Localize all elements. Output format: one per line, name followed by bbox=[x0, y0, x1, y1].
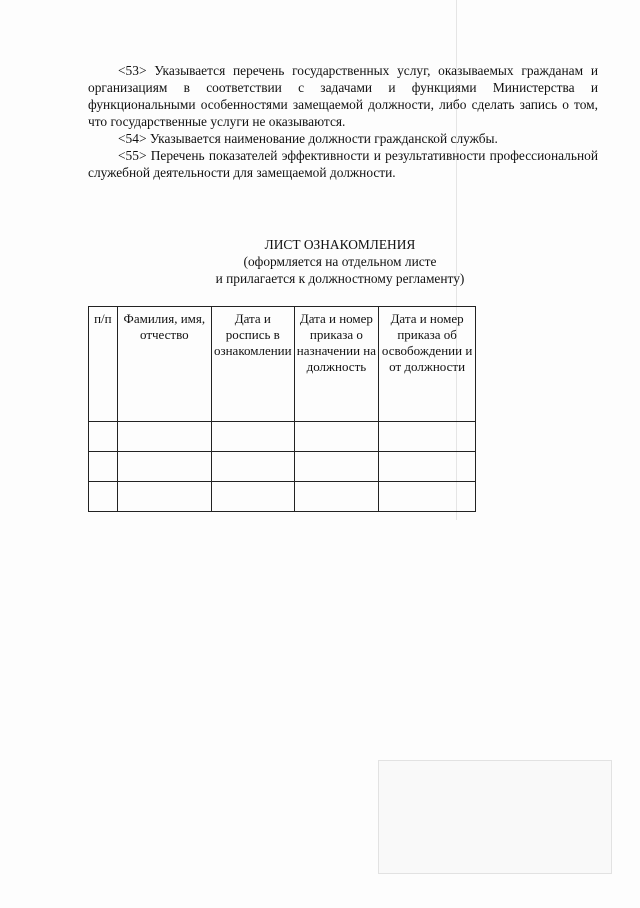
table-cell bbox=[89, 452, 118, 482]
table-cell bbox=[117, 482, 211, 512]
table-cell bbox=[117, 452, 211, 482]
table-cell bbox=[211, 422, 294, 452]
table-cell bbox=[211, 452, 294, 482]
table-cell bbox=[379, 452, 476, 482]
footnotes bbox=[88, 62, 598, 181]
table-header-row bbox=[89, 307, 476, 422]
sheet-subtitle-line2: и прилагается к должностному регламенту) bbox=[215, 271, 465, 286]
acquaintance-table bbox=[88, 306, 476, 512]
table-cell bbox=[379, 482, 476, 512]
table-cell bbox=[89, 482, 118, 512]
sheet-subtitle-line1: (оформляется на отдельном листе bbox=[243, 254, 437, 269]
header-dismissal-order: Дата и номер приказа об освобождении и от должности bbox=[379, 307, 476, 422]
header-appointment-order: Дата и номер приказа о назначении на должность bbox=[294, 307, 379, 422]
table-cell bbox=[211, 482, 294, 512]
footnote-53: <53> Указывается перечень государственных услуг, оказываемых гражданам и организациям в соответствии с задачами и функциями Министерства и функциональными особенностями замещаемой должности, либо сделать запись о том, что государственные услуги не оказываются. bbox=[88, 63, 598, 129]
table-cell bbox=[294, 482, 379, 512]
sheet-title: ЛИСТ ОЗНАКОМЛЕНИЯ bbox=[264, 237, 416, 252]
table-row bbox=[89, 422, 476, 452]
table-cell bbox=[294, 452, 379, 482]
table-row bbox=[89, 482, 476, 512]
footnote-55: <55> Перечень показателей эффективности и результативности профессиональной служебной деятельности для замещаемой должности. bbox=[88, 148, 598, 180]
header-date-signature: Дата и роспись в ознакомлении bbox=[211, 307, 294, 422]
header-number: п/п bbox=[89, 307, 118, 422]
table-cell bbox=[379, 422, 476, 452]
table-row bbox=[89, 452, 476, 482]
table-cell bbox=[89, 422, 118, 452]
footnote-54: <54> Указывается наименование должности гражданской службы. bbox=[118, 131, 498, 146]
header-full-name: Фамилия, имя, отчество bbox=[117, 307, 211, 422]
faded-stamp bbox=[378, 760, 612, 874]
table-cell bbox=[117, 422, 211, 452]
acquaintance-sheet-heading bbox=[180, 236, 500, 287]
table-cell bbox=[294, 422, 379, 452]
